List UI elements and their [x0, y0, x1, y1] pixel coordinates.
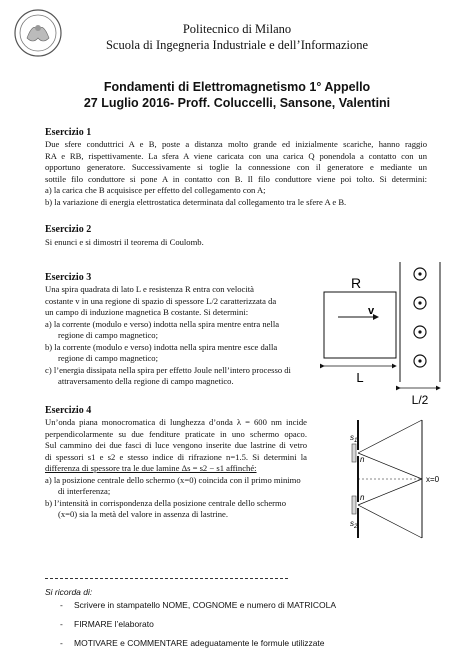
footer-reminder-list — [60, 600, 336, 657]
field-out-of-page-icon — [414, 326, 426, 338]
reminder-text: FIRMARE l’elaborato — [74, 619, 154, 629]
figure-double-slit — [338, 418, 456, 548]
glass-plate-2 — [352, 496, 356, 514]
ray — [358, 479, 422, 505]
exercise-4-line: di spessori s1 e s2 e stesso indice di rifrazione n=1.5. Si determini la — [45, 451, 307, 462]
footer-divider — [45, 578, 288, 579]
exercise-4-line: Un’onda piana monocromatica di lunghezza d’onda λ = 600 nm incide — [45, 417, 307, 427]
exercise-4-line: b) l’intensità in corrispondenza della posizione centrale dello schermo (x=0) sia la metà del valore in assenza di lastrine. — [45, 497, 287, 519]
reminder-text: MOTIVARE e COMMENTARE adeguatamente le formule utilizzate — [74, 638, 325, 648]
exercise-4-text — [45, 417, 307, 521]
exercise-3-title: Esercizio 3 — [45, 272, 92, 283]
figure-loop-magnetic-field — [312, 262, 462, 412]
exercise-4-line: differenza di spessore tra le due lamine Δs = s2 − s1 affinché: — [45, 463, 257, 473]
exercise-4-line: a) la posizione centrale dello schermo (x=0) coincida con il primo minimo di interferenza; — [45, 474, 301, 496]
label-v: v — [368, 305, 375, 317]
exercise-1-title: Esercizio 1 — [45, 127, 92, 138]
exercise-1-line: a) la carica che B acquisisce per effetto del collegamento con A; — [45, 185, 266, 195]
label-n1: n — [360, 455, 365, 464]
field-out-of-page-icon — [414, 355, 426, 367]
exam-date-professors: 27 Luglio 2016- Proff. Coluccelli, Sansone, Valentini — [83, 96, 391, 110]
label-R: R — [350, 275, 362, 291]
exercise-3-line: Una spira quadrata di lato L e resistenza R entra con velocità — [45, 284, 254, 294]
exercise-1-line: b) la variazione di energia elettrostatica determinata dal collegamento tra le sfere A e B. — [45, 196, 347, 207]
exercise-1-text — [45, 139, 427, 208]
exercise-1-line: Due sfere conduttrici A e B, poste a distanza molto grande ed inizialmente scariche, hanno raggio — [45, 139, 427, 149]
exercise-3-text — [45, 284, 303, 388]
reminder-text: Scrivere in stampatello NOME, COGNOME e numero di MATRICOLA — [74, 600, 336, 610]
exercise-4-line: Sul cammino dei due fasci di luce vengono inserite due lastrine di vetro — [45, 440, 307, 450]
footer-reminder-intro: Si ricorda di: — [45, 587, 93, 597]
ray — [358, 453, 422, 479]
exercise-3-line: a) la corrente (modulo e verso) indotta nella spira mentre entra nella regione di campo magnetico; — [45, 318, 280, 340]
exam-title: Fondamenti di Elettromagnetismo 1° Appello — [103, 80, 371, 94]
exercise-3-line: un campo di induzione magnetica B costante. Si determini: — [45, 307, 249, 317]
institution-name: Politecnico di Milano — [182, 22, 292, 36]
exercise-2-title: Esercizio 2 — [45, 224, 92, 235]
exercise-1-line: RA e RB, rispettivamente. La sfera A viene caricata con una carica Q ponendola a contatto con un — [45, 150, 427, 161]
label-s1: $s_1$ — [350, 433, 358, 444]
exercise-2-text — [45, 237, 427, 249]
label-s2: $s_2$ — [350, 519, 358, 530]
ray — [358, 420, 422, 453]
label-L: L — [356, 370, 364, 385]
label-n2: n — [360, 493, 365, 502]
list-item: - FIRMARE l’elaborato — [60, 619, 154, 629]
square-loop — [324, 292, 396, 358]
glass-plate-1 — [352, 444, 356, 462]
exercise-4-title: Esercizio 4 — [45, 405, 92, 416]
exercise-3-line: c) l’energia dissipata nella spira per effetto Joule nell’intero processo di attraversamento della regione di campo magnetico. — [45, 364, 291, 386]
list-item: - Scrivere in stampatello NOME, COGNOME e numero di MATRICOLA — [60, 600, 336, 610]
exercise-4-line: perpendicolarmente su due fenditure praticate in uno schermo opaco. — [45, 428, 307, 439]
exercise-3-line: costante v in una regione di spazio di spessore L/2 caratterizzata da — [45, 295, 277, 306]
label-x0: x=0 — [426, 475, 440, 484]
exercise-2-line: Si enunci e si dimostri il teorema di Coulomb. — [45, 237, 204, 247]
label-L2: L/2 — [411, 393, 429, 407]
exercise-1-line: sottile filo conduttore si pone A in contatto con B. Il filo conduttore viene poi tolto. Si determini: — [45, 173, 427, 184]
exercise-1-line: opportuno generatore. Successivamente si toglie la connessione con il generatore e mediante un — [45, 162, 427, 172]
field-out-of-page-icon — [414, 297, 426, 309]
school-name: Scuola di Ingegneria Industriale e dell’Informazione — [105, 38, 369, 52]
field-out-of-page-icon — [414, 268, 426, 280]
exercise-3-line: b) la corrente (modulo e verso) indotta nella spira mentre esce dalla regione di campo magnetico; — [45, 341, 278, 363]
list-item: - MOTIVARE e COMMENTARE adeguatamente le formule utilizzate — [60, 638, 325, 648]
ray — [358, 505, 422, 538]
